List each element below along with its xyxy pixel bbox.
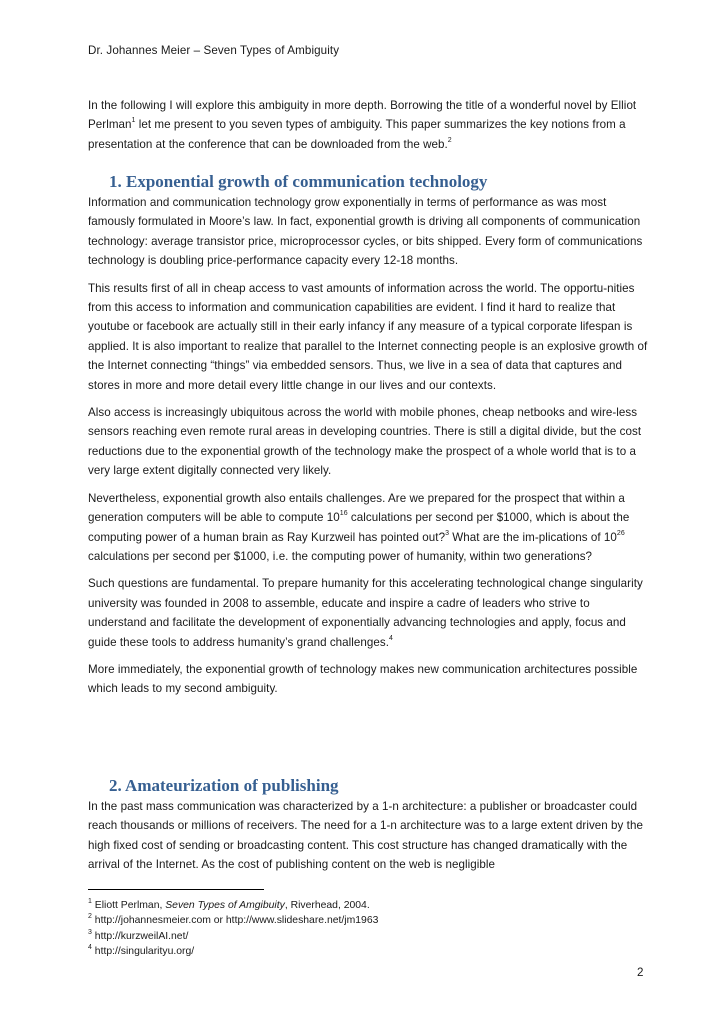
footnote-link[interactable]: http://kurzweilAI.net/ (94, 930, 189, 942)
footnote-text: Eliott Perlman, (94, 900, 166, 911)
p5-text: Such questions are fundamental. To prepare humanity for this accelerating technological change singularity university was founded in 2008 to assemble, educate and inspire a cadre of leaders who strive to understand and facilitate the development of exponentially advancing technologies and apply, focus and guide these tools to address humanity’s grand challenges. (88, 577, 643, 649)
footnote-text: , Riverhead, 2004. (284, 900, 370, 911)
footnote-ref-3: 3 (445, 529, 450, 537)
intro-text-1: In the following I will explore this ambiguity in more depth. Borrowing the title of a wonderful novel by Elliot Perlman (88, 99, 637, 132)
p4-text-a: Nevertheless, exponential growth also entails challenges. Are we prepared for the prospect that within a generation computers will be able to compute 10 (88, 491, 625, 525)
section-1 (88, 171, 648, 707)
intro-section (88, 96, 648, 154)
footnote-number: 4 (88, 944, 92, 952)
exponent-16: 16 (339, 510, 348, 518)
section-2-paragraph-1: In the past mass communication was characterized by a 1-n architecture: a publisher or broadcaster could reach thousands or millions of receivers. The need for a 1-n architecture was to a large extent driven by the high fixed cost of sending or broadcasting content. This cost structure has changed dramatically with the arrival of the Internet. As the cost of publishing content on the web is negligible (88, 800, 643, 872)
footnotes (88, 898, 648, 960)
footnote-ref-1: 1 (131, 117, 136, 125)
footnote-2 (88, 913, 648, 928)
section-1-paragraph-6: More immediately, the exponential growth of technology makes new communication architectures possible which leads to my second ambiguity. (88, 662, 638, 696)
footnote-link[interactable]: http://johannesmeier.com or http://www.slideshare.net/jm1963 (94, 915, 379, 927)
section-1-paragraph-5 (88, 574, 648, 652)
intro-text-2: let me present to you seven types of ambiguity. This paper summarizes the key notions from a presentation at the conference that can be downloaded from the web. (88, 118, 626, 151)
footnote-link[interactable]: http://singularityu.org/ (94, 946, 195, 958)
exponent-26: 26 (616, 529, 625, 537)
section-1-paragraph-2: This results first of all in cheap access to vast amounts of information across the world. The opportu-nities from this access to information and communication capabilities are evident. I find it hard to realize that youtube or facebook are actually still in their early infancy if any measure of a typical corporate lifespan is applied. It is also important to realize that parallel to the Internet connecting people is an explosive growth of the Internet connecting “things” via embedded sensors. Thus, we live in a sea of data that captures and stores in more and more detail every little change in our lives and our contexts. (88, 281, 648, 392)
section-1-paragraph-3: Also access is increasingly ubiquitous across the world with mobile phones, cheap netbooks and wire-less sensors reaching even remote rural areas in developing countries. There is still a digital divide, but the cost reductions due to the exponential growth of the technology make the prospect of a whole world that is to a very large extent digitally connected very likely. (88, 406, 642, 478)
p4-text-b: calculations per second per $1000, which is about the computing power of a human brain as Ray Kurzweil has pointed out? (88, 511, 630, 544)
section-1-paragraph-1: Information and communication technology grow exponentially in terms of performance as was most famously formulated in Moore’s law. In fact, exponential growth is driving all components of communication technology: average transistor price, microprocessor cycles, or bits shipped. Every form of communications technology is doubling price-performance capacity every 12-18 months. (88, 196, 643, 268)
footnote-separator (88, 889, 264, 890)
running-header: Dr. Johannes Meier – Seven Types of Ambiguity (88, 44, 340, 57)
section-2 (88, 775, 648, 875)
intro-paragraph (88, 96, 648, 154)
footnote-1 (88, 898, 648, 913)
p4-text-d: calculations per second per $1000, i.e. the computing power of humanity, within two generations? (88, 549, 593, 563)
section-1-paragraph-4 (88, 489, 648, 567)
page-number: 2 (637, 966, 644, 979)
footnote-number: 1 (88, 898, 92, 905)
section-1-heading: 1. Exponential growth of communication technology (109, 172, 488, 191)
footnote-number: 2 (88, 913, 92, 921)
footnote-3 (88, 929, 648, 944)
footnote-number: 3 (88, 928, 92, 936)
section-2-heading: 2. Amateurization of publishing (109, 776, 339, 795)
p4-text-c: What are the im-plications of 10 (449, 530, 617, 544)
footnote-4 (88, 944, 648, 959)
footnote-ref-4: 4 (389, 634, 393, 642)
footnote-ref-2: 2 (447, 136, 452, 144)
footnote-book-title: Seven Types of Amgibuity (165, 900, 285, 911)
